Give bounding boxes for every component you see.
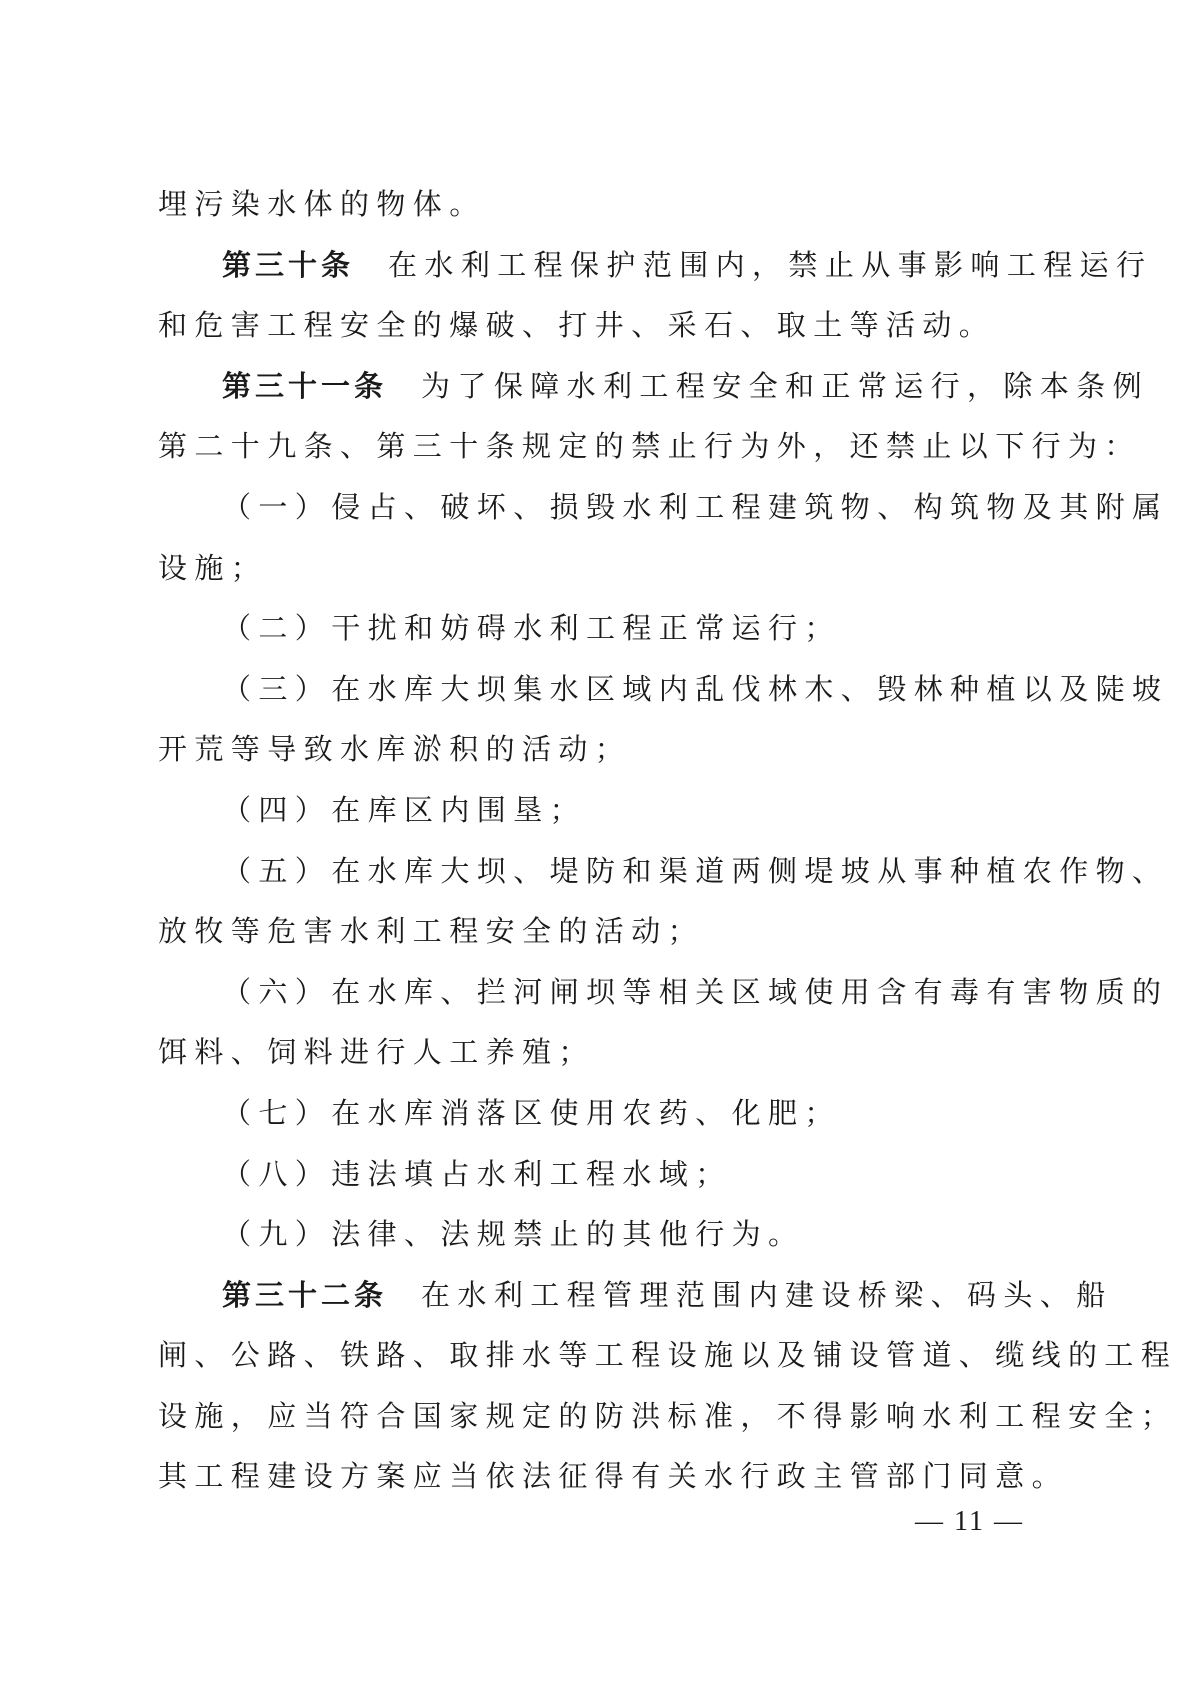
- text-line: 饵料、饲料进行人工养殖；: [158, 1035, 595, 1070]
- article-32-line: [158, 1277, 1113, 1312]
- list-item: （六）在水库、拦河闸坝等相关区域使用含有毒有害物质的: [222, 974, 1169, 1009]
- page-number: — 11 —: [915, 1506, 1024, 1537]
- text-line: 设施，应当符合国家规定的防洪标准，不得影响水利工程安全；: [158, 1398, 1178, 1433]
- text-line: 开荒等导致水库淤积的活动；: [158, 732, 632, 767]
- text-line: 第二十九条、第三十条规定的禁止行为外，还禁止以下行为：: [158, 429, 1141, 464]
- text-line: 其工程建设方案应当依法征得有关水行政主管部门同意。: [158, 1459, 1069, 1494]
- article-text: 在水利工程保护范围内，禁止从事影响工程运行: [388, 247, 1153, 282]
- document-body: [158, 187, 1178, 1523]
- text-line: 放牧等危害水利工程安全的活动；: [158, 914, 705, 949]
- list-item: （四）在库区内围垦；: [222, 792, 587, 827]
- list-item: （五）在水库大坝、堤防和渠道两侧堤坡从事种植农作物、: [222, 853, 1169, 888]
- list-item: （七）在水库消落区使用农药、化肥；: [222, 1095, 841, 1130]
- article-31-line: [158, 368, 1150, 403]
- article-text: 为了保障水利工程安全和正常运行，除本条例: [421, 368, 1150, 403]
- text-line: 和危害工程安全的爆破、打井、采石、取土等活动。: [158, 308, 996, 343]
- list-item: （九）法律、法规禁止的其他行为。: [222, 1217, 805, 1252]
- article-heading: 第三十一条: [222, 368, 388, 403]
- article-text: 在水利工程管理范围内建设桥梁、码头、船: [421, 1277, 1113, 1312]
- article-heading: 第三十条: [222, 247, 355, 282]
- text-line: 埋污染水体的物体。: [158, 187, 486, 221]
- list-item: （一）侵占、破坏、损毁水利工程建筑物、构筑物及其附属: [222, 489, 1169, 524]
- list-item: （二）干扰和妨碍水利工程正常运行；: [222, 611, 841, 646]
- article-heading: 第三十二条: [222, 1277, 388, 1312]
- list-item: （八）违法填占水利工程水域；: [222, 1156, 732, 1191]
- text-line: 设施；: [158, 550, 268, 585]
- list-item: （三）在水库大坝集水区域内乱伐林木、毁林种植以及陡坡: [222, 671, 1169, 706]
- article-30-line: [158, 247, 1153, 282]
- text-line: 闸、公路、铁路、取排水等工程设施以及铺设管道、缆线的工程: [158, 1338, 1178, 1373]
